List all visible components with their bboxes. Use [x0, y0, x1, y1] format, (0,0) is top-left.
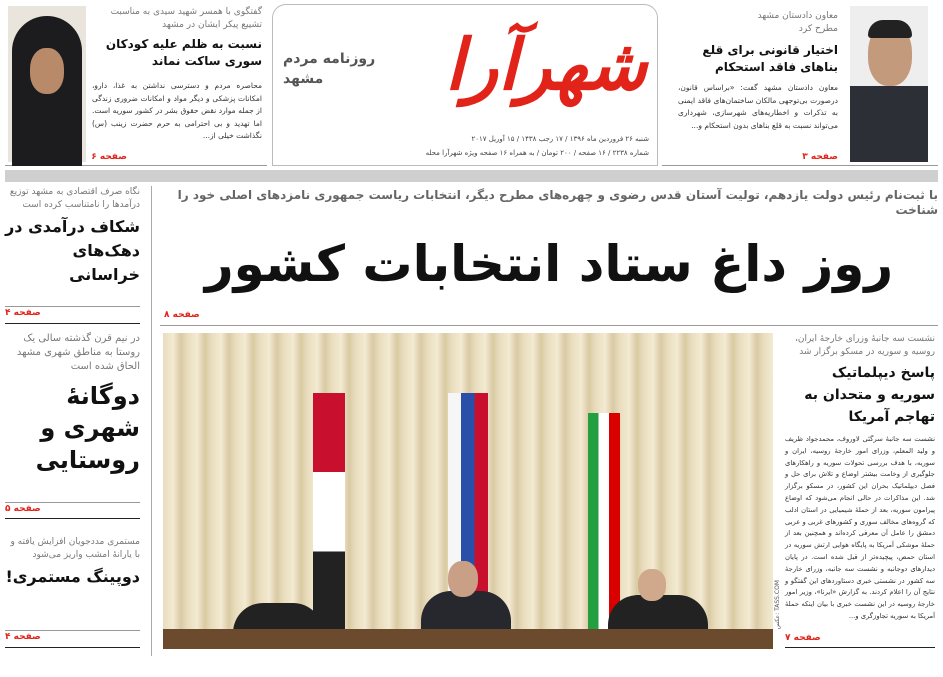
sidebar: [5, 186, 145, 656]
page-ref: صفحه ۶: [91, 152, 127, 162]
headline: شکاف درآمدی در دهک‌های خراسانی: [5, 217, 140, 284]
body-text: محاصره مردم و دسترسی نداشتن به غذا، دارو، امکانات پزشکی و دیگر مواد و امکانات ضروری زندگی از جمله موارد نقض حقوق بشر در کشور سوریه است. اما تهدید و بی احترامی به حرم حضرت زینب (س) نگذاشت خیلی از...: [92, 81, 262, 140]
kicker: در نیم قرن گذشته سالی یک روستا به مناطق شهری مشهد الحاق شده است: [16, 333, 140, 372]
lead-photo: [163, 333, 773, 649]
headline: پاسخ دیپلماتیک سوریه و متحدان به تهاجم آمریکا: [804, 365, 935, 425]
sidebar-story[interactable]: [5, 332, 140, 514]
page-ref: صفحه ۴: [5, 632, 41, 642]
headline: دوگانهٔ شهری و روستایی: [35, 382, 140, 474]
lead-headline: روز داغ ستاد انتخابات کشور: [204, 235, 894, 293]
kicker: نگاه صرف اقتصادی به مشهد توزیع درآمدها را نامتناسب کرده است: [9, 187, 140, 210]
issue-line: شماره ۲۲۳۸ / ۱۶ صفحه / ۲۰۰ تومان / به همراه ۱۶ صفحه ویژه شهرآرا محله: [425, 149, 649, 157]
lead-story[interactable]: [160, 186, 938, 326]
iran-flag: [588, 413, 620, 633]
headline: نسبت به ظلم علیه کودکان سوری ساکت نماند: [105, 37, 262, 68]
right-story[interactable]: [785, 333, 935, 653]
kicker: معاون دادستان مشهد مطرح کرد: [757, 11, 838, 34]
body-text: نشست سه جانبهٔ سرگئی لاوروف، محمدجواد ظریف و ولید المعلم، وزرای امور خارجهٔ روسیه، ایران و سوریه، با هدف بررسی تحولات سوریه و راهکارهای جلوگیری از وخامت بیشتر اوضاع و تلاش برای حل و فصل دیپلماتیک بحران این کشور، در مسکو برگزار شد. این مذاکرات در حالی انجام می‌شود که اوضاع پیرامون سوریه، بعد از حملهٔ شیمیایی در استان ادلب که گروه‌های مخالف سوری و کشورهای غربی و عربی دمشق را عامل آن معرفی کرده‌اند و همچنین بعد از حملهٔ موشکی آمریکا به پایگاه هوایی ارتش سوریه در استان حمص، پیچیده‌تر از قبل شده است. در پایان دیدارهای دوجانبه و نشست سه جانبه، وزرای خارجهٔ سه کشور در نشستی خبری دستاوردهای این گفتگو و نتایج آن را اعلام کردند. به گزارش «ایرنا»، وزیر امور خارجهٔ روسیه در این نشست خبری با بیان اینکه حملهٔ آمریکا به سوریه تجاوزگری و...: [785, 435, 935, 620]
tagline: روزنامه مردم مشهد: [283, 51, 376, 87]
sidebar-story[interactable]: [5, 186, 140, 322]
lead-kicker: با ثبت‌نام رئیس دولت یازدهم، تولیت آستان قدس رضوی و چهره‌های مطرح دیگر، انتخابات ریاست جمهوری نامزدهای اصلی خود را شناخت: [177, 188, 938, 217]
kicker: مستمری مددجویان افزایش یافته و با یارانهٔ امشب واریز می‌شود: [10, 537, 140, 560]
syria-flag: [313, 393, 345, 633]
kicker: نشست سه جانبهٔ وزرای خارجهٔ ایران، روسیه و سوریه در مسکو برگزار شد: [794, 334, 935, 357]
portrait-photo: [850, 6, 928, 162]
page-ref: صفحه ۵: [5, 504, 41, 514]
top-left-story[interactable]: [5, 4, 267, 166]
date-line: شنبه ۲۶ فروردین ماه ۱۳۹۶ / ۱۷ رجب ۱۴۳۸ / ۱۵ آوریل ۲۰۱۷: [471, 135, 649, 143]
headline: اختیار قانونی برای قلع بناهای فاقد استحکام: [702, 43, 838, 74]
sidebar-story[interactable]: [5, 536, 140, 654]
page-ref: صفحه ۳: [802, 152, 838, 162]
body-text: معاون دادستان مشهد گفت: «براساس قانون، درصورت بی‌توجهی مالکان ساختمان‌های فاقد ایمنی به تذکرات و اخطاریه‌های شهرسازی، شهرداری می‌تواند نسبت به قلع بناهای بدون استحکام و...: [678, 83, 838, 130]
page-ref: صفحه ۸: [164, 310, 200, 320]
portrait-photo: [8, 6, 86, 162]
logo: شهرآرا: [444, 24, 647, 106]
masthead: [272, 4, 658, 166]
column-divider: [151, 186, 152, 656]
page-ref: صفحه ۴: [5, 308, 41, 318]
headline: دوپینگ مستمری!: [5, 567, 140, 586]
kicker: گفتگوی با همسر شهید سیدی به مناسبت تشییع پیکر ایشان در مشهد: [110, 7, 262, 30]
top-right-story[interactable]: [662, 4, 938, 166]
page-ref: صفحه ۷: [785, 633, 821, 643]
gray-band: [5, 170, 938, 182]
photo-credit: عکس: TASS.COM: [774, 580, 781, 630]
